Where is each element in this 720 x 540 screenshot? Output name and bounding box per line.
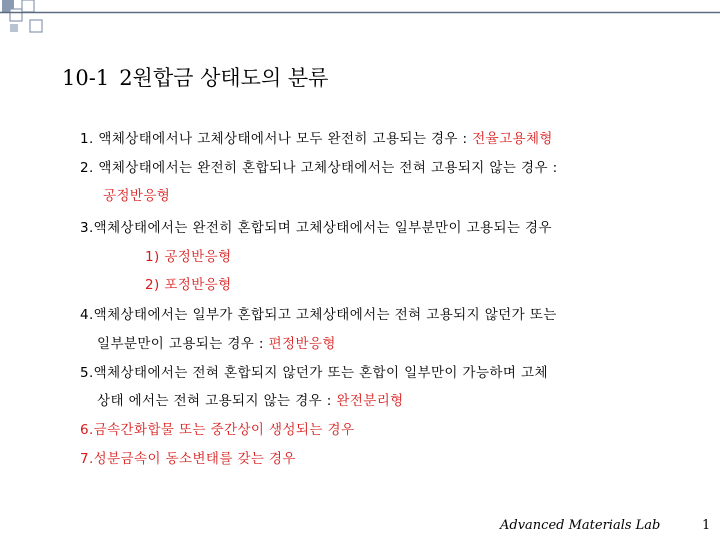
slide-title [62, 62, 328, 92]
list-item [80, 418, 354, 438]
list-item: 일부분만이 고용되는 경우 : 편정반응형 [97, 336, 336, 352]
list-item: 3.액체상태에서는 완전히 혼합되며 고체상태에서는 일부분만이 고용되는 경우 [80, 220, 552, 236]
title-text: 2원합금 상태도의 분류 [119, 66, 329, 90]
deco-square [30, 20, 42, 32]
highlight-term: 완전분리형 [336, 393, 404, 409]
list-item [103, 184, 170, 204]
highlight-term: 공정반응형 [164, 249, 232, 265]
highlight-term: 7.성분금속이 동소변태를 갖는 경우 [80, 451, 296, 467]
sub-list-item: 1) 공정반응형 [145, 249, 232, 265]
deco-square [10, 24, 18, 32]
list-item: 5.액체상태에서는 전혀 혼합되지 않던가 또는 혼합이 일부만이 가능하며 고체 [80, 365, 548, 381]
footer-lab-name: Advanced Materials Lab [500, 518, 661, 533]
page-number: 1 [702, 518, 711, 533]
highlight-term: 전율고용체형 [472, 131, 553, 147]
list-item [80, 447, 296, 467]
header-decoration [0, 0, 720, 40]
highlight-term: 편정반응형 [268, 336, 336, 352]
highlight-term: 공정반응형 [103, 188, 171, 204]
deco-square [10, 9, 22, 21]
highlight-term: 포정반응형 [164, 277, 232, 293]
list-item: 2. 액체상태에서는 완전히 혼합되나 고체상태에서는 전혀 고용되지 않는 경우 : [80, 160, 558, 176]
list-item: 상태 에서는 전혀 고용되지 않는 경우 : 완전분리형 [97, 393, 404, 409]
list-item: 1. 액체상태에서나 고체상태에서나 모두 완전히 고용되는 경우 : 전율고용체형 [80, 131, 553, 147]
deco-square [22, 0, 34, 12]
sub-list-item: 2) 포정반응형 [145, 277, 232, 293]
highlight-term: 6.금속간화합물 또는 중간상이 생성되는 경우 [80, 422, 355, 438]
list-item: 4.액체상태에서는 일부가 혼합되고 고체상태에서는 전혀 고용되지 않던가 또는 [80, 307, 557, 323]
chapter-number: 10-1 [62, 66, 110, 90]
